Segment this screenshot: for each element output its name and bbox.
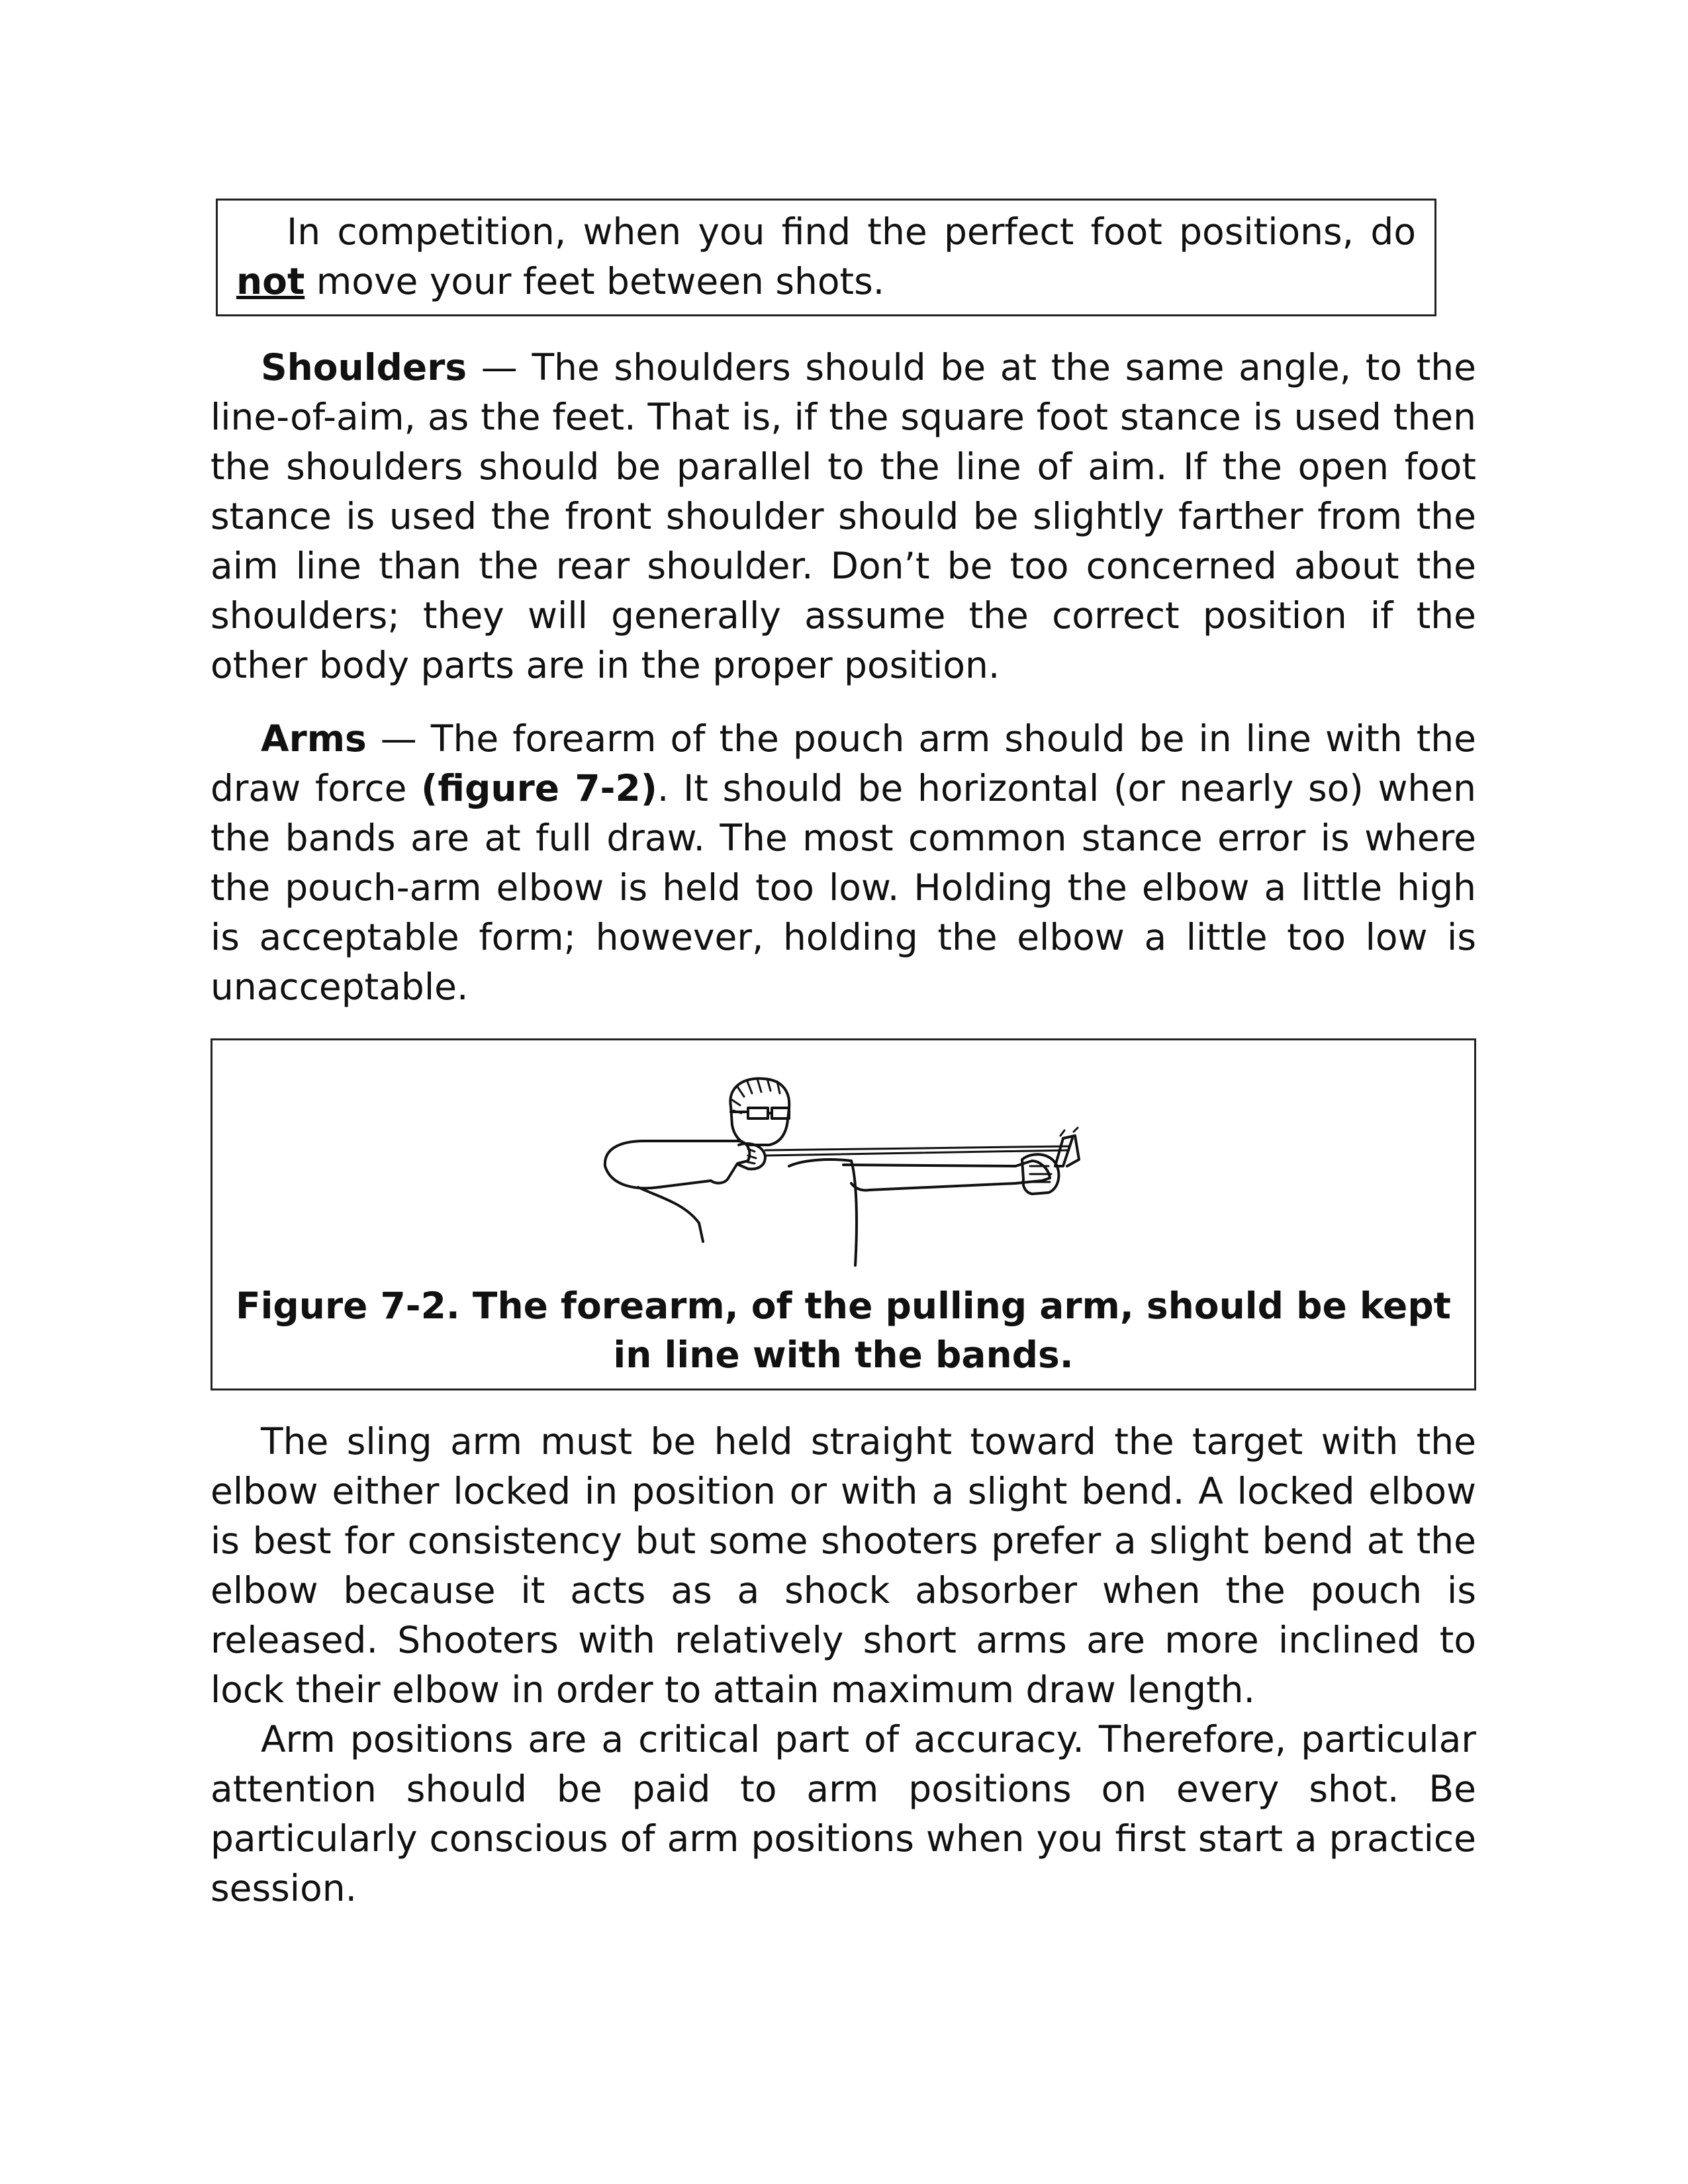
figure-reference: (figure 7-2)	[421, 767, 657, 809]
shoulders-text: — The shoulders should be at the same angle, to the line-of-aim, as the feet. That is, if the square foot stance is used then the shoulders should be parallel to the line of aim. If the open foot stance is used the front shoulder should be slightly farther from the aim line than the rear shoulder. Don’t be too concerned about the shoulders; they will generally assume the correct position if the other body parts are in the proper position.	[211, 346, 1476, 686]
page-content	[211, 199, 1476, 1913]
callout-text-after: move your feet between shots.	[305, 260, 885, 302]
slingshot-shooter-illustration	[592, 1067, 1095, 1272]
callout-emphasis: not	[236, 260, 305, 302]
arms-text-before: — The forearm of the pouch arm should be in line with the draw force	[211, 717, 1476, 809]
tip-callout-box	[216, 199, 1436, 316]
shoulders-heading: Shoulders	[261, 346, 467, 388]
arm-positions-paragraph: Arm positions are a critical part of accuracy. Therefore, particular attention should be paid to arm positions on every shot. Be particularly conscious of arm positions when you first start a practice session.	[211, 1718, 1476, 1909]
shoulders-paragraph	[211, 343, 1476, 690]
arms-paragraph	[211, 714, 1476, 1012]
tip-callout-text	[236, 207, 1416, 306]
callout-text-before: In competition, when you find the perfect foot positions, do	[287, 210, 1416, 253]
arms-heading: Arms	[261, 717, 367, 760]
figure-7-2-box	[211, 1038, 1476, 1390]
sling-arm-paragraph: The sling arm must be held straight toward the target with the elbow either locked in position or with a slight bend. A locked elbow is best for consistency but some shooters prefer a slight bend at the elbow because it acts as a shock absorber when the pouch is released. Shooters with relatively short arms are more inclined to lock their elbow in order to attain maximum draw length.	[211, 1420, 1476, 1711]
figure-caption: Figure 7-2. The forearm, of the pulling arm, should be kept in line with the bands.	[236, 1285, 1451, 1376]
after-figure-section	[211, 1417, 1476, 1913]
arms-text-after: . It should be horizontal (or nearly so) when the bands are at full draw. The most common stance error is where the pouch-arm elbow is held too low. Holding the elbow a little high is acceptable form; however, holding the elbow a little too low is unacceptable.	[211, 767, 1476, 1008]
